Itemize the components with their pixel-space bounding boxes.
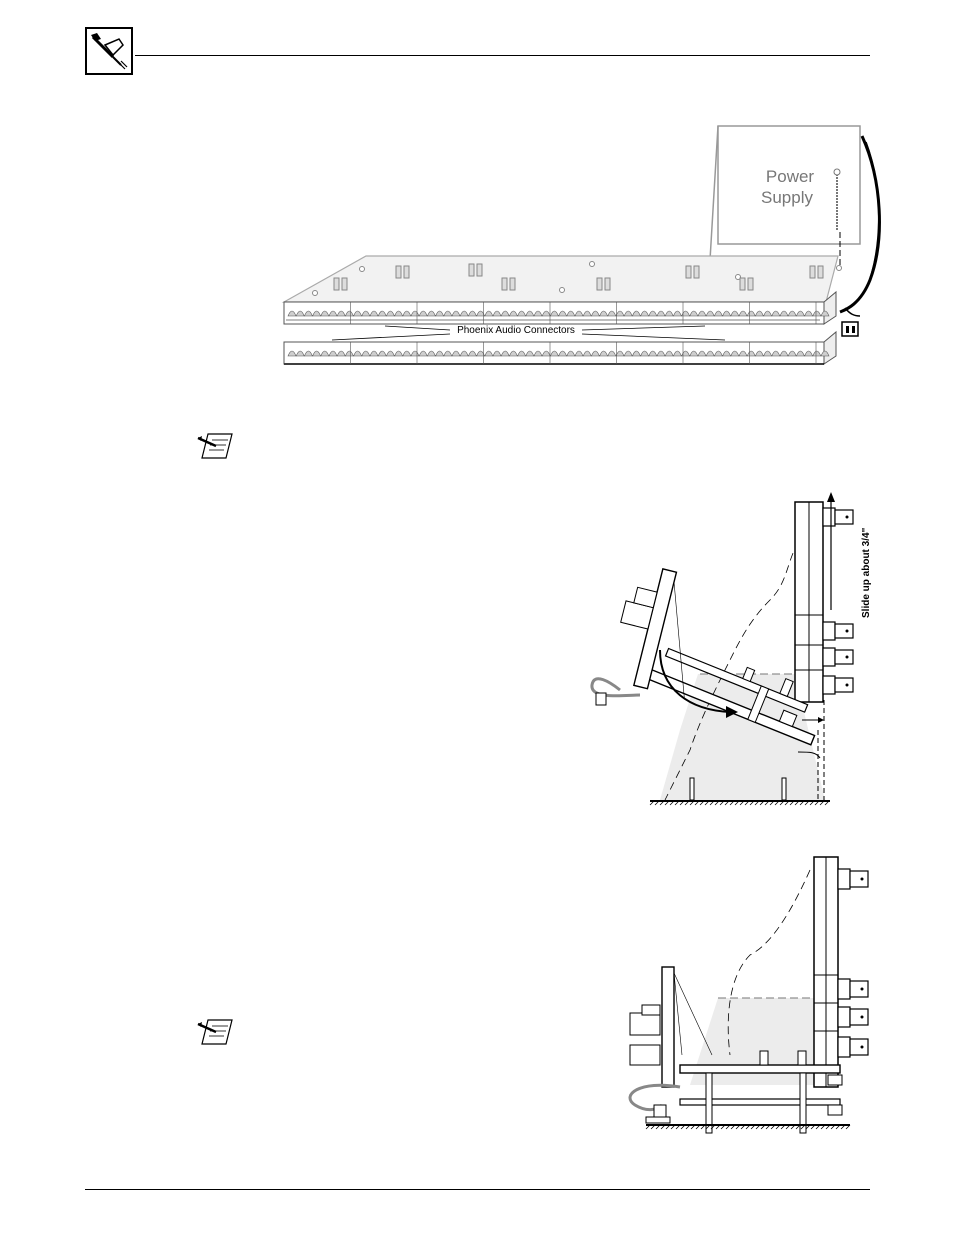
figure-card-insertion-tilted bbox=[580, 490, 870, 810]
figure-power-supply-rack bbox=[270, 120, 890, 380]
power-supply-label-line2: Supply bbox=[761, 188, 813, 207]
header-tools-icon bbox=[85, 27, 133, 75]
power-supply-label-line1: Power bbox=[765, 167, 815, 186]
note-pencil-icon bbox=[196, 430, 236, 460]
figure-card-seated bbox=[620, 855, 890, 1140]
phoenix-audio-connectors-label: Phoenix Audio Connectors bbox=[450, 325, 582, 336]
note-pencil-icon bbox=[196, 1016, 236, 1046]
slide-up-label: Slide up about 3/4" bbox=[861, 527, 872, 618]
footer-rule bbox=[85, 1189, 870, 1190]
header-rule bbox=[135, 55, 870, 56]
